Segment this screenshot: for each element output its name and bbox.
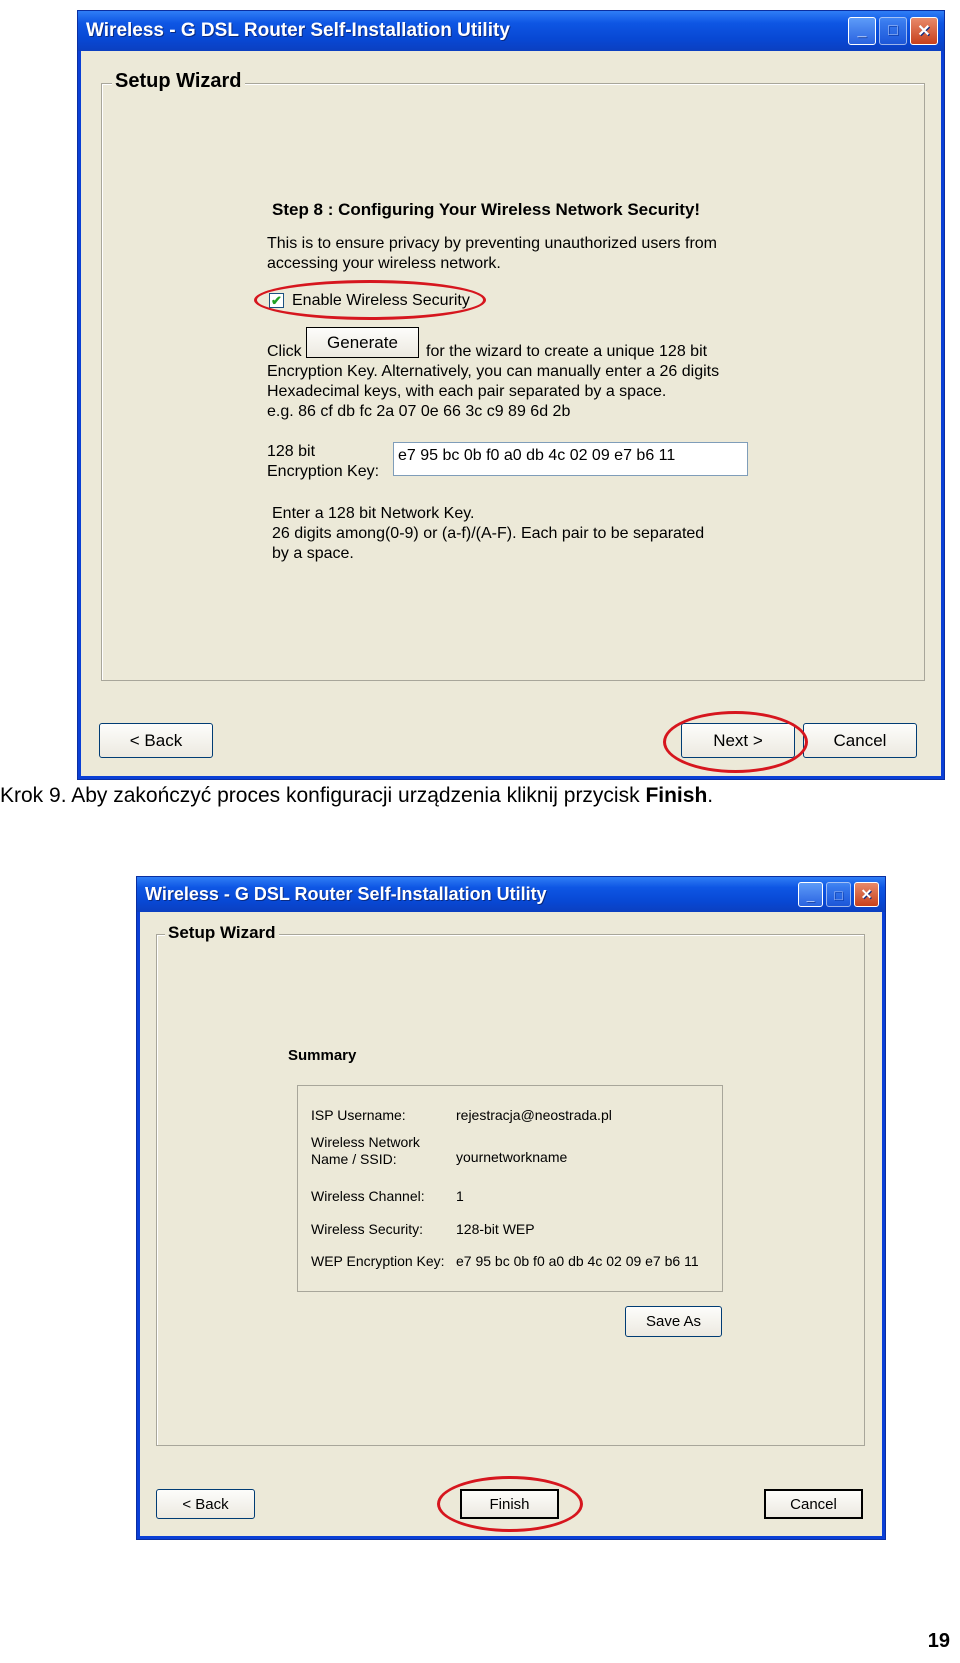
maximize-icon: □ <box>834 886 843 903</box>
maximize-button[interactable] <box>826 882 851 907</box>
close-icon: ✕ <box>860 886 873 902</box>
summary-value-ssid: yournetworkname <box>456 1149 568 1165</box>
desc-line-4: e.g. 86 cf db fc 2a 07 0e 66 3c c9 89 6d 2b <box>267 403 571 420</box>
summary-label-ssid: Wireless Network Name / SSID: <box>311 1134 420 1167</box>
cancel-button[interactable]: Cancel <box>764 1489 863 1519</box>
groupbox-label: Setup Wizard <box>112 70 245 93</box>
hint-line-2: 26 digits among(0-9) or (a-f)/(A-F). Each pair to be separated <box>272 525 705 542</box>
summary-label-wep-key: WEP Encryption Key: <box>311 1253 445 1269</box>
title-bar[interactable] <box>137 877 885 912</box>
annotation-circle-checkbox <box>254 280 486 320</box>
page-number: 19 <box>927 1630 950 1652</box>
dialog-client-area <box>81 51 941 776</box>
summary-label-isp-username: ISP Username: <box>311 1107 406 1123</box>
summary-value-wep-key: e7 95 bc 0b f0 a0 db 4c 02 09 e7 b6 11 <box>456 1253 699 1269</box>
close-button[interactable] <box>910 17 938 45</box>
intro-line-2: accessing your wireless network. <box>267 255 501 272</box>
summary-value-channel: 1 <box>456 1188 464 1204</box>
summary-title: Summary <box>288 1047 357 1064</box>
annotation-circle-next <box>663 711 808 773</box>
summary-value-isp-username: rejestracja@neostrada.pl <box>456 1107 612 1123</box>
cancel-button[interactable]: Cancel <box>803 723 917 758</box>
window-title: Wireless - G DSL Router Self-Installation Utility <box>145 884 547 904</box>
hint-line-3: by a space. <box>272 545 354 562</box>
close-icon: ✕ <box>917 23 931 40</box>
title-bar-buttons <box>798 882 879 907</box>
maximize-icon: □ <box>888 22 898 39</box>
caption-end: . <box>707 784 714 807</box>
caption-bold: Finish <box>645 784 708 807</box>
maximize-button[interactable] <box>879 17 907 45</box>
back-button[interactable]: < Back <box>156 1489 255 1519</box>
title-bar-buttons <box>848 17 938 45</box>
minimize-button[interactable] <box>798 882 823 907</box>
minimize-icon: _ <box>857 22 867 39</box>
desc-line-3: Hexadecimal keys, with each pair separated by a space. <box>267 383 667 400</box>
summary-value-security: 128-bit WEP <box>456 1221 535 1237</box>
finish-button[interactable]: Finish <box>460 1489 559 1519</box>
next-button[interactable]: Next > <box>681 723 795 758</box>
minimize-icon: _ <box>806 886 815 903</box>
key-label-line-2: Encryption Key: <box>267 463 380 480</box>
window-title: Wireless - G DSL Router Self-Installation Utility <box>86 20 510 41</box>
back-button[interactable]: < Back <box>99 723 213 758</box>
click-label: Click <box>267 343 302 360</box>
desc-line-2: Encryption Key. Alternatively, you can manually enter a 26 digits <box>267 363 720 380</box>
caption-text: Krok 9. Aby zakończyć proces konfiguracji urządzenia kliknij przycisk <box>0 784 646 807</box>
title-bar[interactable] <box>78 11 944 51</box>
enable-security-label: Enable Wireless Security <box>292 292 470 309</box>
minimize-button[interactable] <box>848 17 876 45</box>
setup-wizard-groupbox <box>156 923 865 1446</box>
wizard-window-summary <box>136 876 886 1540</box>
step-title: Step 8 : Configuring Your Wireless Network Security! <box>272 200 701 219</box>
generate-button[interactable]: Generate <box>306 327 419 358</box>
intro-line-1: This is to ensure privacy by preventing unauthorized users from <box>267 235 717 252</box>
groupbox-label: Setup Wizard <box>165 923 279 943</box>
save-as-button[interactable]: Save As <box>625 1306 722 1337</box>
step-caption <box>0 784 713 808</box>
desc-line-1: for the wizard to create a unique 128 bit <box>426 343 708 360</box>
close-button[interactable] <box>854 882 879 907</box>
wizard-window-step8 <box>77 10 945 780</box>
key-label-line-1: 128 bit <box>267 443 316 460</box>
checkmark-icon: ✔ <box>271 293 282 308</box>
dialog-client-area <box>140 912 882 1536</box>
hint-line-1: Enter a 128 bit Network Key. <box>272 505 475 522</box>
setup-wizard-groupbox <box>101 70 925 681</box>
summary-label-security: Wireless Security: <box>311 1221 424 1237</box>
annotation-circle-finish <box>437 1476 583 1532</box>
encryption-key-input[interactable]: e7 95 bc 0b f0 a0 db 4c 02 09 e7 b6 11 <box>393 442 748 476</box>
summary-label-channel: Wireless Channel: <box>311 1188 425 1204</box>
